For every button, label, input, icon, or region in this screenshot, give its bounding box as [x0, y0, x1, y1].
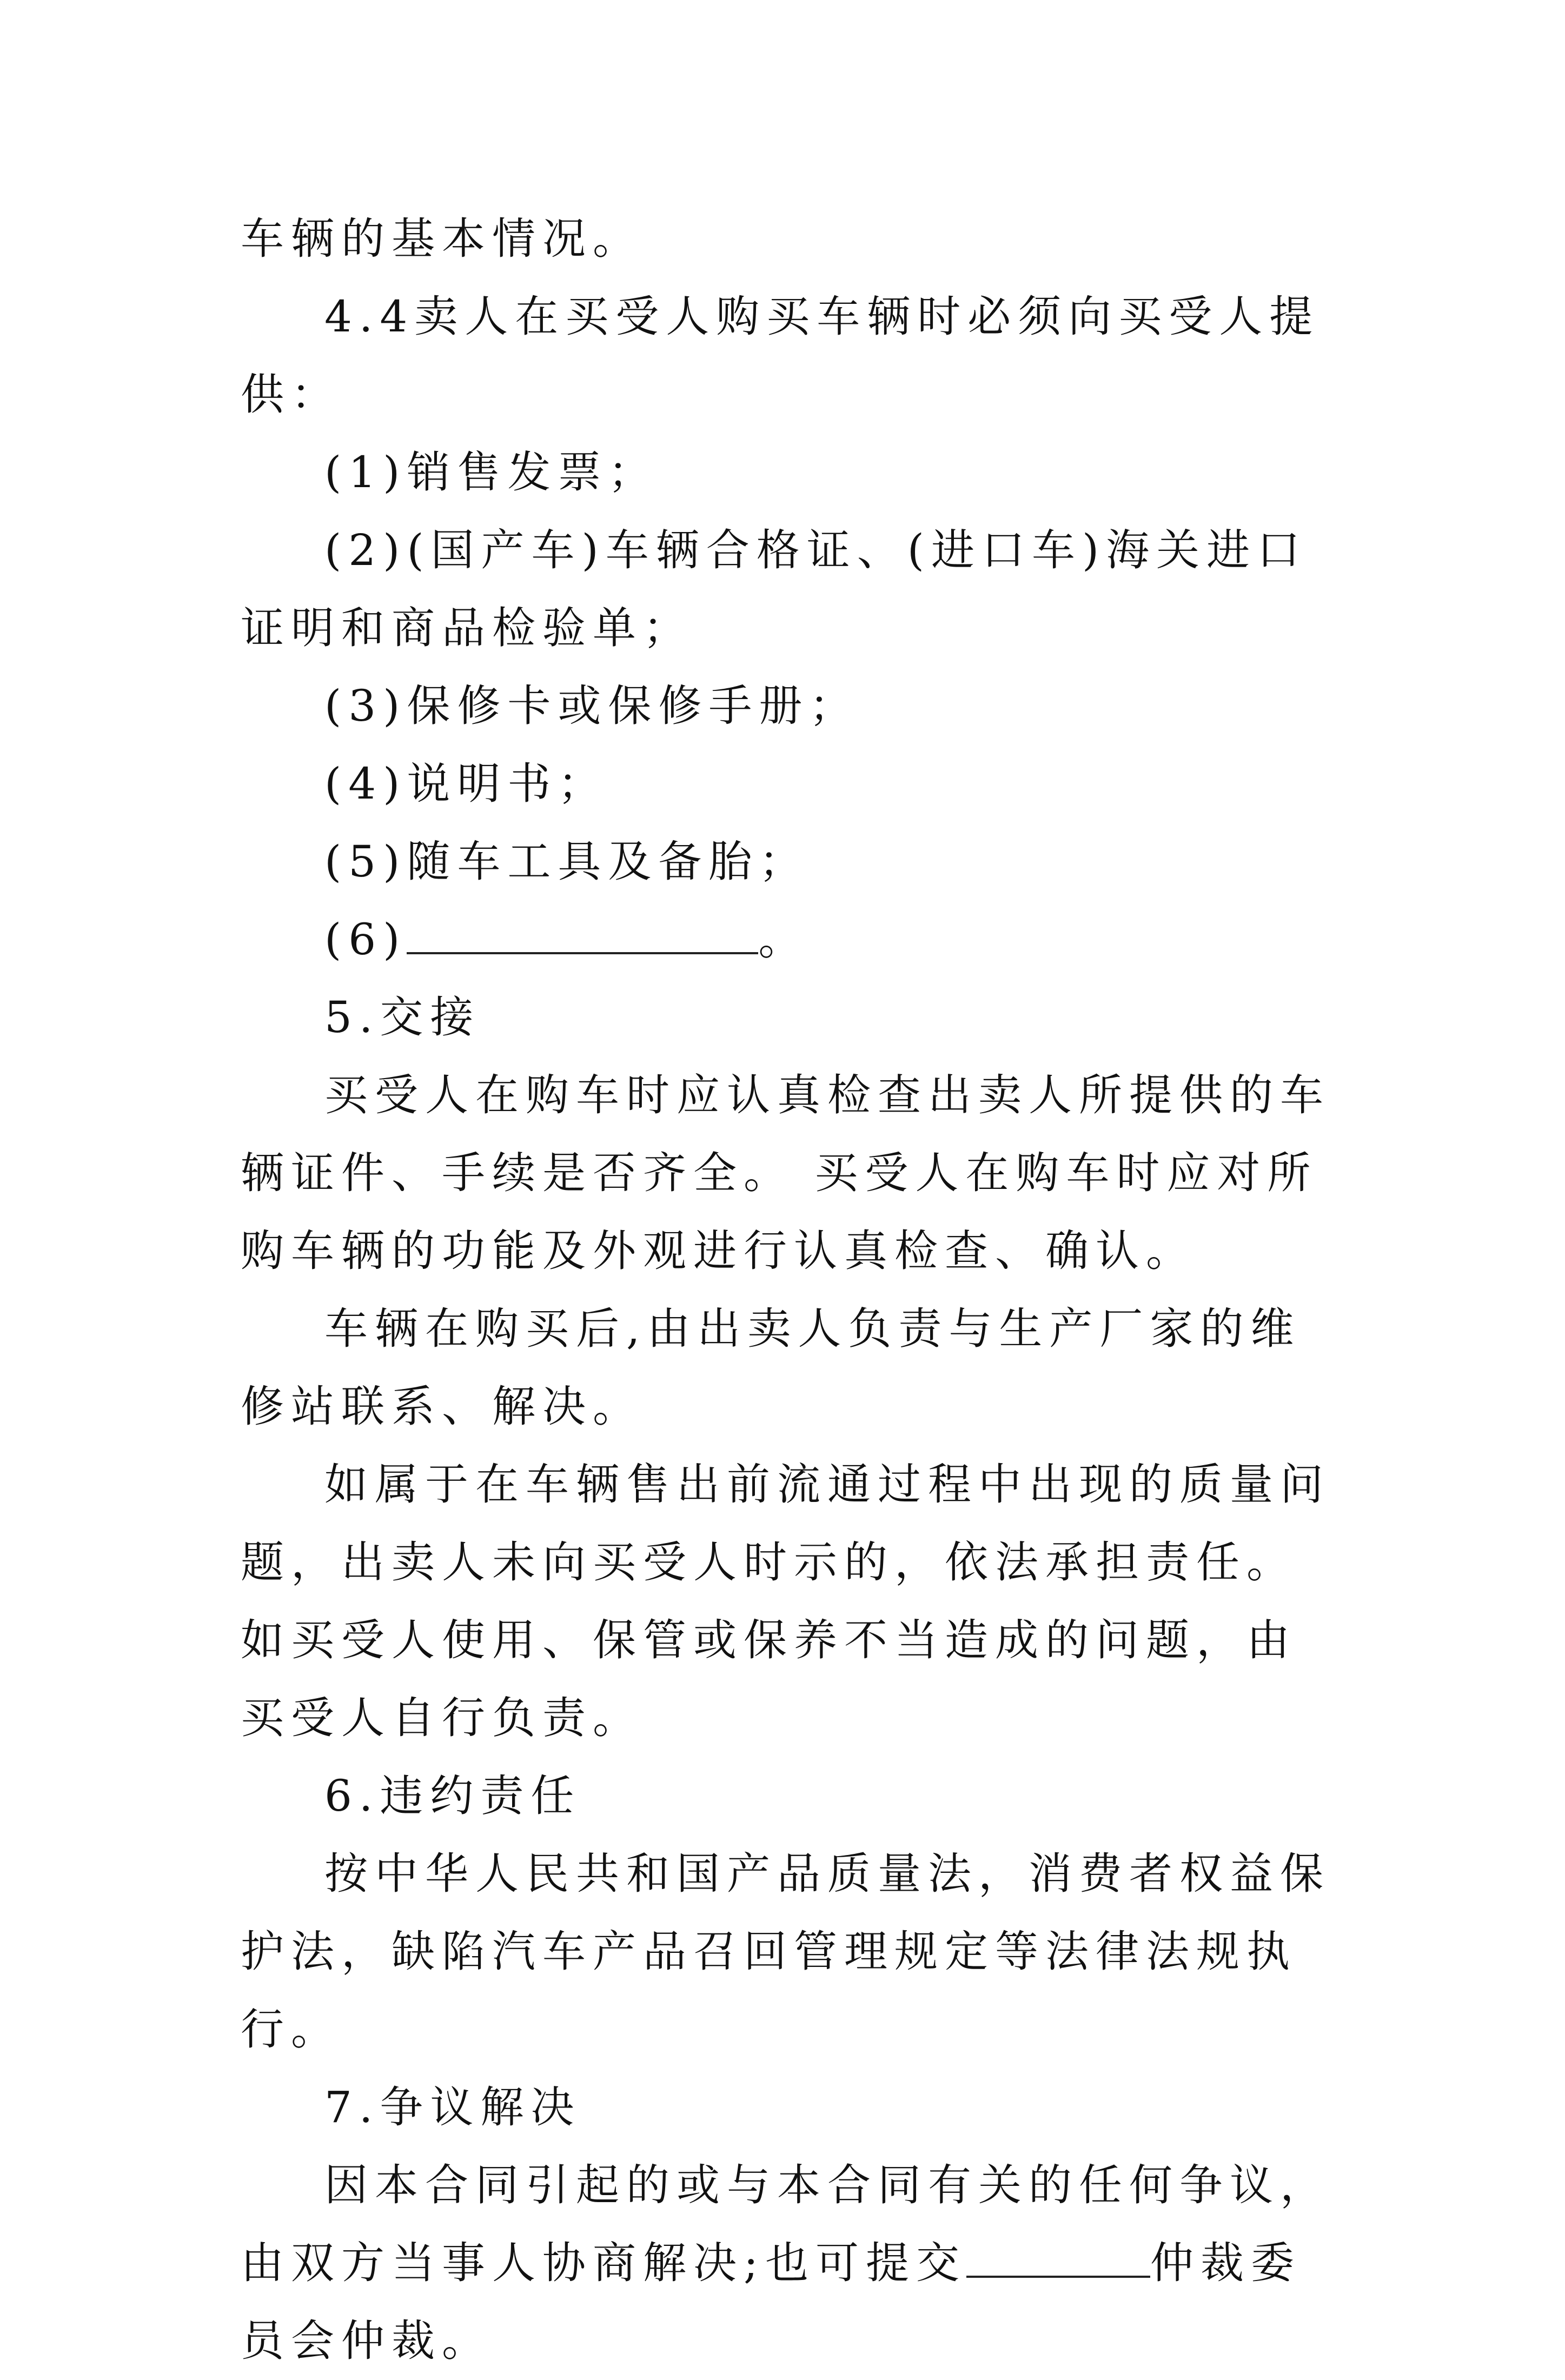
section-5-handover-heading: 5.交接 — [324, 992, 481, 1042]
paragraph-vehicle-basic-info: 车辆的基本情况。 — [241, 214, 643, 264]
dispute-text-after-blank: 仲裁委员会仲裁。 — [241, 2238, 1301, 2366]
list-item-manual: (4)说明书； — [324, 759, 608, 809]
paragraph-applicable-laws: 按中华人民共和国产品质量法，消费者权益保护法，缺陷汽车产品召回管理规定等法律法规执行。 — [241, 1849, 1330, 2055]
arbitration-committee-blank[interactable] — [966, 2240, 1150, 2278]
list-item-six-label: (6) — [324, 914, 407, 965]
list-item-sales-invoice: (1)销售发票； — [324, 447, 659, 497]
paragraph-after-purchase-service: 车辆在购买后,由出卖人负责与生产厂家的维修站联系、解决。 — [241, 1304, 1301, 1432]
list-item-tools-and-spare-tire: (5)随车工具及备胎； — [324, 836, 810, 887]
list-item-warranty-card: (3)保修卡或保修手册； — [324, 681, 860, 731]
section-7-dispute-heading: 7.争议解决 — [324, 2082, 581, 2132]
list-item-certificate-and-inspection: (2)(国产车)车辆合格证、(进口车)海关进口证明和商品检验单； — [241, 525, 1308, 653]
paragraph-dispute-resolution — [241, 2146, 1344, 2380]
dispute-text-before-blank: 因本合同引起的或与本合同有关的任何争议，由双方当事人协商解决;也可提交 — [241, 2160, 1330, 2288]
fill-in-blank-line[interactable] — [407, 916, 758, 954]
paragraph-quality-responsibility: 如属于在车辆售出前流通过程中出现的质量问题，出卖人未向买受人时示的，依法承担责任。如买受人使用、保管或保养不当造成的问题，由买受人自行负责。 — [241, 1459, 1330, 1743]
list-item-six-blank — [241, 901, 1344, 979]
clause-4-4-seller-must-provide: 4.4卖人在买受人购买车辆时必须向买受人提供： — [241, 291, 1320, 420]
document-body — [241, 200, 1344, 2380]
list-item-six-end: 。 — [758, 914, 809, 965]
paragraph-handover-inspection: 买受人在购车时应认真检查出卖人所提供的车辆证件、手续是否齐全。 买受人在购车时应对所购车辆的功能及外观进行认真检查、确认。 — [241, 1070, 1330, 1276]
section-6-liability-heading: 6.违约责任 — [324, 1771, 581, 1821]
